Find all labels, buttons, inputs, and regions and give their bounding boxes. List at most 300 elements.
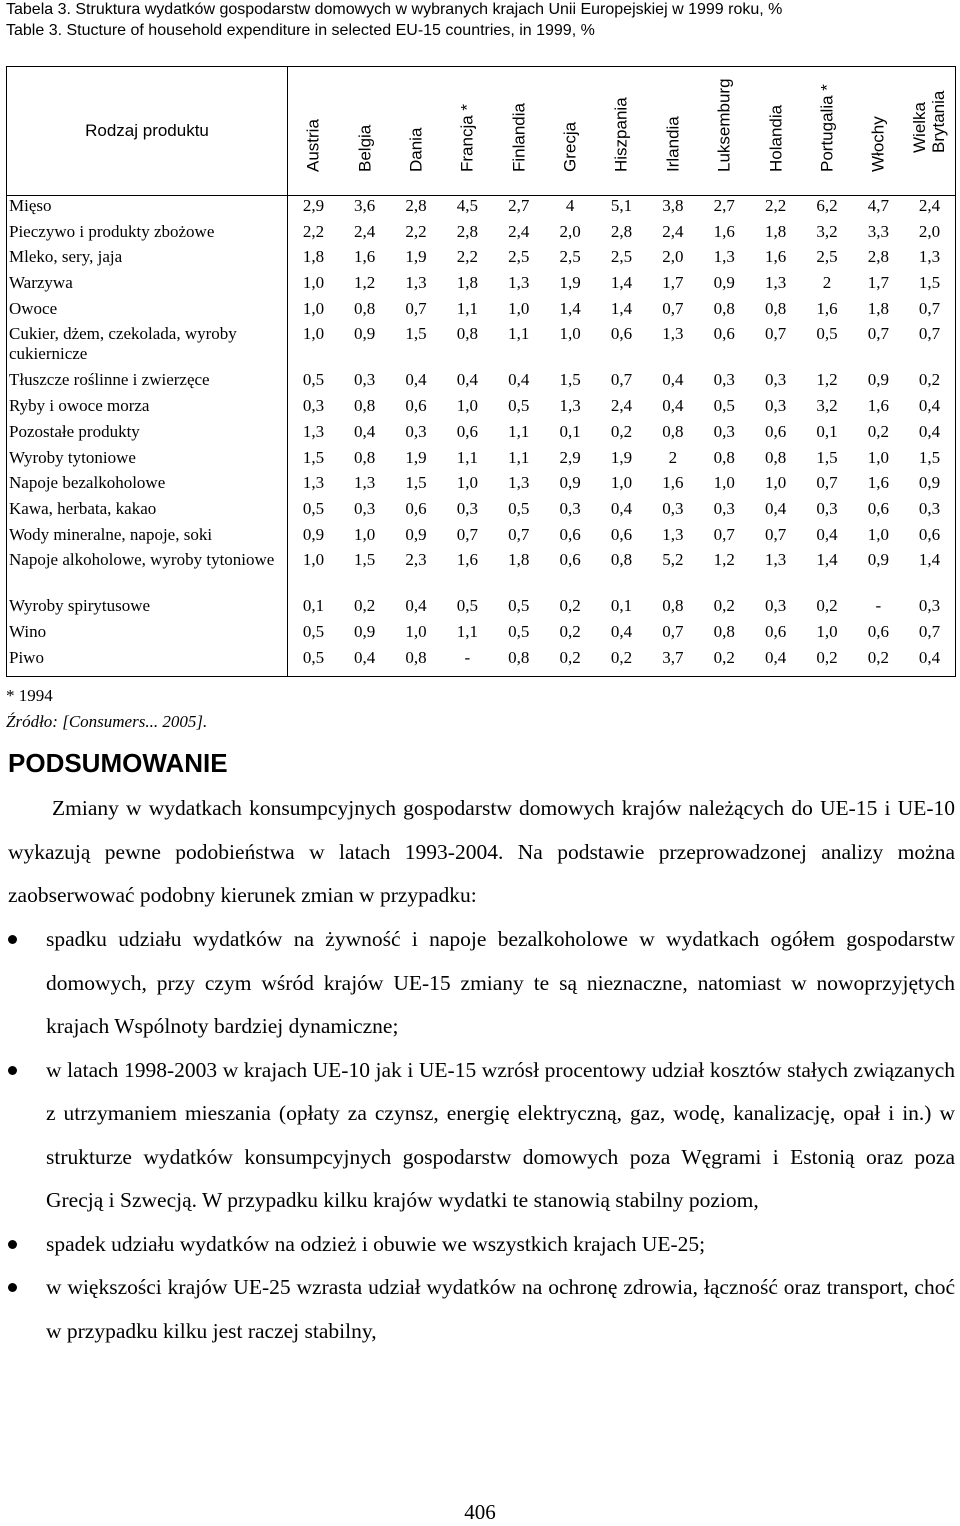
bullet-item [8, 1223, 955, 1267]
value-cell: 0,8 [713, 298, 735, 318]
value-cell: 0,9 [918, 473, 941, 493]
value-cell: 0,2 [853, 648, 904, 677]
value-cell: 0,4 [405, 596, 427, 616]
value-cell: 0,6 [456, 421, 478, 441]
value-cell: 0,7 [816, 473, 838, 493]
value-cell: 2,4 [918, 196, 941, 215]
value-cell: 2,0 [559, 221, 581, 241]
product-label: Wody mineralne, napoje, soki [7, 525, 288, 551]
value-cell: 0,6 [610, 324, 633, 344]
value-cell: - [875, 596, 882, 616]
country-column-header [596, 67, 647, 196]
table-row [7, 370, 956, 396]
value-cell: 2,8 [867, 247, 889, 267]
value-cell: 2,5 [610, 247, 633, 267]
value-cell: 0,2 [867, 421, 889, 441]
value-cell: 0,3 [713, 421, 735, 441]
value-cell: 2,0 [662, 247, 684, 267]
country-column-header [699, 67, 750, 196]
country-column-header [904, 67, 955, 196]
value-cell: 0,9 [559, 473, 581, 493]
value-cell: 0,2 [353, 596, 376, 616]
country-name [458, 104, 477, 172]
value-cell: 1,3 [559, 396, 581, 416]
value-cell: 0,2 [713, 596, 735, 616]
value-cell: 0,2 [918, 370, 941, 390]
value-cell: 0,6 [713, 324, 735, 344]
value-cell: 1,0 [867, 524, 889, 544]
bullet-text: spadku udziału wydatków na żywność i napoje bezalkoholowe w wydatkach ogółem gospodarstw domowych, przy czym wśród krajów UE-15 zmiany te są nieznaczne, natomiast w nowoprzyjętych krajach Wspólnoty bardziej dynamiczne; [46, 927, 955, 1038]
value-cell: 0,8 [713, 621, 735, 641]
country-column-header [750, 67, 801, 196]
value-cell: 0,2 [610, 421, 633, 441]
value-cell: 0,5 [508, 498, 530, 518]
value-cell: 1,3 [405, 273, 427, 293]
value-cell: 0,7 [764, 524, 787, 544]
bullet-item [8, 1266, 955, 1353]
country-name-line: Austria [303, 119, 323, 172]
value-cell: 1,3 [713, 247, 735, 267]
country-name [509, 103, 528, 172]
value-cell: 0,5 [816, 324, 838, 344]
product-label: Wyroby tytoniowe [7, 448, 288, 474]
value-cell: 1,6 [816, 298, 838, 318]
value-cell: 1,0 [302, 298, 325, 318]
value-cell: 1,7 [662, 273, 684, 293]
country-name [663, 116, 682, 172]
value-cell: 2,3 [405, 550, 427, 570]
value-cell: 0,2 [559, 621, 581, 641]
value-cell: 1,3 [764, 550, 787, 570]
asterisk-note: * 1994 [6, 686, 53, 705]
bullet-item [8, 918, 955, 1049]
summary-bullet-list [8, 918, 955, 1353]
table-row [7, 648, 956, 677]
product-label: Napoje alkoholowe, wyroby tytoniowe [7, 550, 288, 596]
value-cell: 2,2 [456, 247, 478, 267]
value-cell: 0,7 [918, 324, 941, 344]
country-name-line: Finlandia [509, 103, 529, 172]
value-cell: 1,3 [302, 421, 325, 441]
country-column-header [544, 67, 595, 196]
country-name [766, 105, 785, 172]
value-cell: 1,4 [918, 550, 941, 570]
value-cell: 0,4 [610, 498, 633, 518]
value-cell: 3,7 [647, 648, 698, 677]
product-label: Wino [7, 622, 288, 648]
value-cell: 1,0 [456, 473, 478, 493]
product-label: Ryby i owoce morza [7, 396, 288, 422]
bullet-text: w latach 1998-2003 w krajach UE-10 jak i UE-15 wzrósł procentowy udział kosztów stałych związanych z utrzymaniem mieszania (opłaty za czynsz, energię elektryczną, gaz, wodę, kanalizację, opał i in.) w strukturze wydatków konsumpcyjnych gospodarstw domowych poza Węgrami i Estonią oraz poza Grecją i Szwecją. W przypadku kilku krajów wydatki te stanowią stabilny poziom, [46, 1057, 955, 1212]
value-cell: 0,8 [662, 596, 684, 616]
bullet-item [8, 1049, 955, 1223]
country-name [406, 128, 425, 172]
value-cell: 0,4 [918, 396, 941, 416]
value-cell: 0,8 [390, 648, 441, 677]
value-cell: 0,3 [918, 596, 941, 616]
table-row [7, 596, 956, 622]
value-cell: 0,5 [302, 370, 325, 390]
country-column-header [339, 67, 390, 196]
value-cell: 0,2 [559, 596, 581, 616]
value-cell: 1,0 [559, 324, 581, 344]
country-name [304, 119, 323, 172]
country-name [869, 116, 888, 172]
country-name [355, 125, 374, 172]
value-cell: 1,1 [508, 324, 530, 344]
table-row [7, 422, 956, 448]
value-cell: 1,0 [302, 324, 325, 344]
value-cell: 0,5 [302, 498, 325, 518]
value-cell: 0,8 [662, 421, 684, 441]
value-cell: 0,4 [750, 648, 801, 677]
value-cell: 0,8 [353, 447, 376, 467]
value-cell: 0,1 [559, 421, 581, 441]
value-cell: 1,5 [816, 447, 838, 467]
value-cell: 1,5 [405, 324, 427, 344]
value-cell: 1,3 [764, 273, 787, 293]
country-name-line: Irlandia [663, 116, 683, 172]
value-cell: 1,8 [867, 298, 889, 318]
value-cell: 0,2 [801, 648, 852, 677]
country-name [817, 84, 836, 172]
value-cell: 0,8 [353, 396, 376, 416]
value-cell: 0,3 [713, 370, 735, 390]
value-cell: 4,5 [456, 196, 478, 215]
country-name-line: Luksemburg [714, 78, 734, 172]
value-cell: 1,3 [302, 473, 325, 493]
value-cell: 0,9 [302, 524, 325, 544]
country-column-header [288, 67, 339, 196]
value-cell: 0,8 [353, 298, 376, 318]
value-cell: - [442, 648, 493, 677]
country-name [561, 122, 580, 172]
value-cell: 0,5 [456, 596, 478, 616]
source-note: Źródło: [Consumers... 2005]. [6, 712, 208, 731]
table-row [7, 324, 956, 370]
value-cell: 2,5 [508, 247, 530, 267]
value-cell: 2,7 [508, 196, 530, 215]
country-name-line: Holandia [766, 104, 786, 172]
value-cell: 1,6 [867, 473, 889, 493]
value-cell: 0,9 [353, 621, 376, 641]
value-cell: 1,0 [456, 396, 478, 416]
product-label: Napoje bezalkoholowe [7, 473, 288, 499]
value-cell: 0,3 [764, 370, 787, 390]
value-cell: 1,6 [713, 221, 735, 241]
product-label: Piwo [7, 648, 288, 677]
value-cell: 1,7 [867, 273, 889, 293]
bullet-dot-icon [8, 1283, 17, 1292]
country-column-header [390, 67, 441, 196]
table-row [7, 273, 956, 299]
value-cell: 2,4 [353, 221, 376, 241]
value-cell: 1,1 [456, 621, 478, 641]
table-row [7, 247, 956, 273]
value-cell: 0,1 [816, 421, 838, 441]
value-cell: 5,2 [662, 550, 684, 570]
value-cell: 2,2 [302, 221, 325, 241]
value-cell: 1,2 [816, 370, 838, 390]
value-cell: 1,9 [405, 447, 427, 467]
value-cell: 0,6 [405, 498, 427, 518]
value-cell: 0,5 [508, 396, 530, 416]
value-cell: 2,8 [456, 221, 478, 241]
value-cell: 0,7 [918, 621, 941, 641]
value-cell: 1,8 [764, 221, 787, 241]
table-caption-pl: Tabela 3. Struktura wydatków gospodarstw domowych w wybranych krajach Unii Europejskiej w 1999 roku, % [6, 1, 783, 18]
value-cell: 0,6 [867, 498, 889, 518]
value-cell: 0,7 [405, 298, 427, 318]
value-cell: 0,7 [662, 298, 684, 318]
value-cell: 0,9 [713, 273, 735, 293]
table-row [7, 448, 956, 474]
value-cell: 0,4 [904, 648, 955, 677]
country-column-header [493, 67, 544, 196]
value-cell: 1,0 [610, 473, 633, 493]
value-cell: 0,4 [508, 370, 530, 390]
value-cell: 1,6 [353, 247, 376, 267]
value-cell: 0,7 [713, 524, 735, 544]
value-cell: 2,7 [713, 196, 735, 215]
value-cell: 3,2 [816, 396, 838, 416]
value-cell: 1,4 [610, 273, 633, 293]
value-cell: 0,3 [764, 396, 787, 416]
value-cell: 1,3 [918, 247, 941, 267]
value-cell: 0,2 [544, 648, 595, 677]
value-cell: 1,3 [353, 473, 376, 493]
value-cell: 1,9 [405, 247, 427, 267]
value-cell: 1,0 [764, 473, 787, 493]
value-cell: 2,5 [816, 247, 838, 267]
value-cell: 0,1 [302, 596, 325, 616]
value-cell: 1,3 [662, 524, 684, 544]
value-cell: 0,3 [918, 498, 941, 518]
value-cell: 4,7 [867, 196, 889, 215]
value-cell: 0,2 [596, 648, 647, 677]
value-cell: 0,3 [713, 498, 735, 518]
value-cell: 1,8 [456, 273, 478, 293]
value-cell: 1,5 [918, 447, 941, 467]
value-cell: 0,5 [508, 621, 530, 641]
value-cell: 1,0 [508, 298, 530, 318]
bullet-dot-icon [8, 935, 17, 944]
value-cell: 0,9 [353, 324, 376, 344]
value-cell: 1,6 [764, 247, 787, 267]
value-cell: 0,7 [918, 298, 941, 318]
value-cell: 0,6 [867, 621, 889, 641]
value-cell: 1,5 [918, 273, 941, 293]
value-cell: 2,4 [662, 221, 684, 241]
value-cell: 2,4 [508, 221, 530, 241]
value-cell: 0,3 [662, 498, 684, 518]
value-cell: 2,9 [559, 447, 581, 467]
value-cell: 0,8 [713, 447, 735, 467]
value-cell: 0,4 [662, 396, 684, 416]
value-cell: 1,3 [508, 473, 530, 493]
value-cell: 1,4 [559, 298, 581, 318]
table-caption-en: Table 3. Stucture of household expenditure in selected EU-15 countries, in 1999, % [6, 22, 595, 39]
value-cell: 1,0 [816, 621, 838, 641]
table-row [7, 550, 956, 596]
country-name-line: Brytania [929, 90, 949, 153]
value-cell: 1,9 [559, 273, 581, 293]
value-cell: 0,4 [610, 621, 633, 641]
value-cell: 1,5 [302, 447, 325, 467]
value-cell: 0,5 [302, 621, 325, 641]
value-cell: 1,1 [456, 447, 478, 467]
country-name [612, 97, 631, 172]
product-label: Cukier, dżem, czekolada, wyroby cukiernicze [7, 324, 288, 370]
country-name [910, 91, 948, 153]
value-cell: 0,7 [662, 621, 684, 641]
value-cell: 1,0 [405, 621, 427, 641]
value-cell: 1,8 [508, 550, 530, 570]
value-cell: 0,4 [816, 524, 838, 544]
value-cell: 0,6 [610, 524, 633, 544]
value-cell: 1,0 [713, 473, 735, 493]
product-label: Kawa, herbata, kakao [7, 499, 288, 525]
value-cell: 0,3 [353, 498, 376, 518]
page-number: 406 [464, 1500, 496, 1524]
value-cell: 3,8 [662, 196, 684, 215]
value-cell: 1,6 [662, 473, 684, 493]
product-label: Warzywa [7, 273, 288, 299]
value-cell: 3,2 [816, 221, 838, 241]
summary-paragraph: Zmiany w wydatkach konsumpcyjnych gospodarstw domowych krajów należących do UE-15 i UE-10 wykazują pewne podobieństwa w latach 1993-2004. Na podstawie przeprowadzonej analizy można zaobserwować podobny kierunek zmian w przypadku: [8, 796, 955, 907]
table-row [7, 525, 956, 551]
value-cell: 1,5 [353, 550, 376, 570]
value-cell: 0,4 [662, 370, 684, 390]
value-cell: 0,4 [918, 421, 941, 441]
value-cell: 0,8 [764, 447, 787, 467]
product-label: Owoce [7, 299, 288, 325]
value-cell: 0,3 [559, 498, 581, 518]
product-label: Wyroby spirytusowe [7, 596, 288, 622]
product-column-header: Rodzaj produktu [7, 67, 288, 196]
bullet-dot-icon [8, 1066, 17, 1075]
section-heading: PODSUMOWANIE [8, 748, 228, 778]
value-cell: 1,5 [559, 370, 581, 390]
value-cell: 1,4 [816, 550, 838, 570]
value-cell: 2,0 [918, 221, 941, 241]
country-name-line: Francja * [457, 103, 477, 172]
value-cell: 0,7 [867, 324, 889, 344]
value-cell: 0,5 [288, 648, 339, 677]
country-name [715, 78, 734, 172]
country-column-header [801, 67, 852, 196]
table-row [7, 299, 956, 325]
value-cell: 0,6 [559, 550, 581, 570]
value-cell: 2 [668, 447, 678, 467]
value-cell: 0,8 [764, 298, 787, 318]
value-cell: 0,7 [508, 524, 530, 544]
value-cell: 0,8 [456, 324, 478, 344]
table-body [7, 196, 956, 677]
country-name-line: Grecja [560, 121, 580, 172]
product-label: Tłuszcze roślinne i zwierzęce [7, 370, 288, 396]
value-cell: 0,3 [405, 421, 427, 441]
value-cell: 0,7 [456, 524, 478, 544]
table-row [7, 473, 956, 499]
product-label: Mięso [7, 196, 288, 222]
value-cell: 1,9 [610, 447, 633, 467]
country-column-header [647, 67, 698, 196]
value-cell: 1,2 [353, 273, 376, 293]
value-cell: 0,8 [493, 648, 544, 677]
value-cell: 1,6 [456, 550, 478, 570]
product-label: Pozostałe produkty [7, 422, 288, 448]
country-column-header [442, 67, 493, 196]
value-cell: 1,6 [867, 396, 889, 416]
value-cell: 0,4 [456, 370, 478, 390]
value-cell: 1,3 [662, 324, 684, 344]
value-cell: 0,5 [508, 596, 530, 616]
table-row [7, 396, 956, 422]
table-row [7, 499, 956, 525]
value-cell: 2,9 [302, 196, 325, 215]
value-cell: 4 [565, 196, 575, 215]
bullet-dot-icon [8, 1240, 17, 1249]
country-name-line: Portugalia * [817, 84, 837, 172]
value-cell: 0,4 [353, 421, 376, 441]
value-cell: 1,1 [508, 421, 530, 441]
value-cell: 0,4 [339, 648, 390, 677]
value-cell: 1,1 [456, 298, 478, 318]
product-label: Pieczywo i produkty zbożowe [7, 222, 288, 248]
value-cell: 6,2 [816, 196, 838, 215]
value-cell: 0,4 [405, 370, 427, 390]
value-cell: 0,6 [918, 524, 941, 544]
value-cell: 2 [822, 273, 832, 293]
table-row [7, 222, 956, 248]
country-column-header [853, 67, 904, 196]
value-cell: 1,8 [302, 247, 325, 267]
expenditure-table [6, 66, 956, 677]
value-cell: 1,0 [302, 273, 325, 293]
table-row [7, 622, 956, 648]
value-cell: 0,9 [867, 550, 889, 570]
value-cell: 2,8 [405, 196, 427, 215]
value-cell: 1,0 [353, 524, 376, 544]
value-cell: 5,1 [610, 196, 633, 215]
country-name-line: Belgia [355, 124, 375, 172]
value-cell: 0,3 [456, 498, 478, 518]
value-cell: 0,7 [610, 370, 633, 390]
product-label: Mleko, sery, jaja [7, 247, 288, 273]
value-cell: 0,6 [764, 421, 787, 441]
value-cell: 3,6 [353, 196, 376, 215]
value-cell: 0,7 [764, 324, 787, 344]
table-row [7, 196, 956, 222]
value-cell: 0,1 [610, 596, 633, 616]
value-cell: 1,5 [405, 473, 427, 493]
value-cell: 0,6 [405, 396, 427, 416]
value-cell: 1,3 [508, 273, 530, 293]
value-cell: 0,2 [699, 648, 750, 677]
value-cell: 0,3 [353, 370, 376, 390]
value-cell: 2,8 [610, 221, 633, 241]
value-cell: 0,4 [764, 498, 787, 518]
value-cell: 0,3 [764, 596, 787, 616]
country-name-line: Hiszpania [611, 97, 631, 172]
value-cell: 0,2 [816, 596, 838, 616]
value-cell: 0,3 [302, 396, 325, 416]
value-cell: 2,4 [610, 396, 633, 416]
value-cell: 0,9 [867, 370, 889, 390]
value-cell: 1,4 [610, 298, 633, 318]
table-header-row [7, 67, 956, 196]
